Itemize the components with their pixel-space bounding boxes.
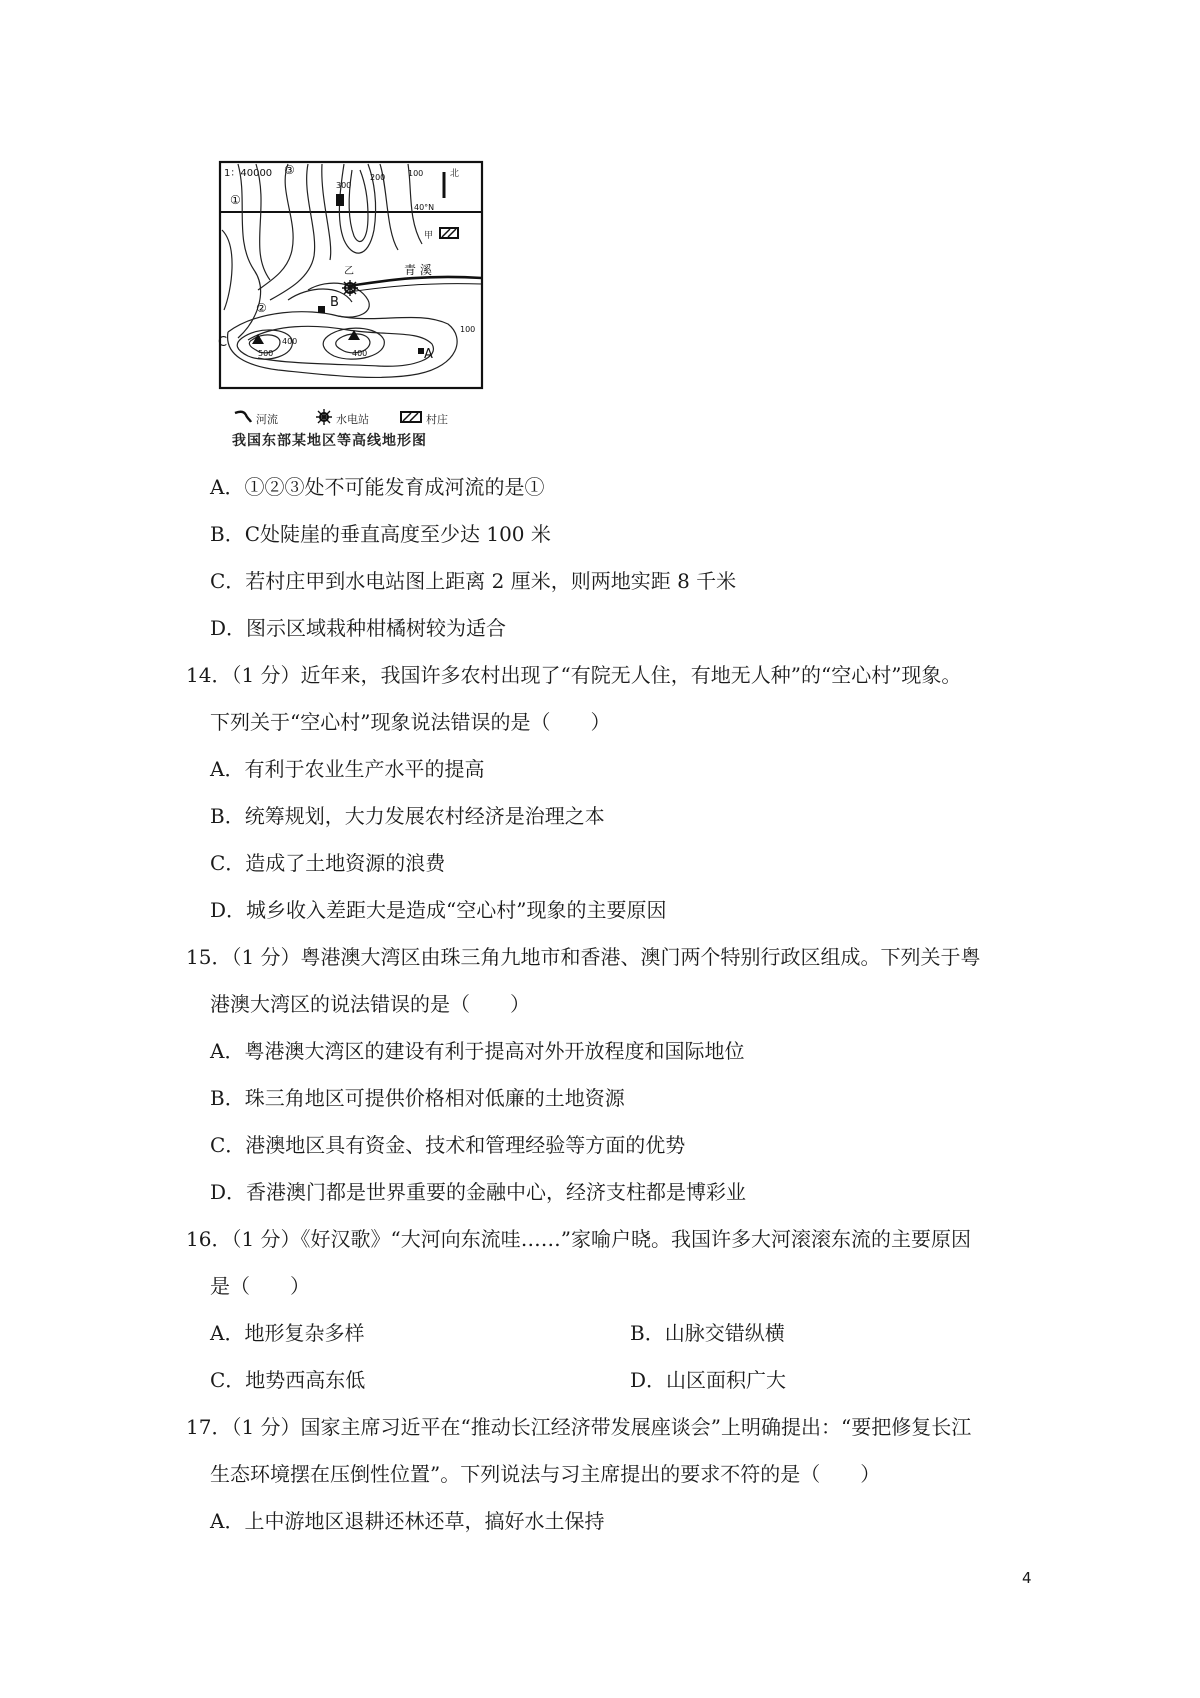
contour-label: 500 [258,349,274,358]
q13-option-b: B．C处陡崖的垂直高度至少达 100 米 [210,522,551,546]
point-b: B [330,295,339,310]
q17-stem-line1: 17．（1 分）国家主席习近平在“推动长江经济带发展座谈会”上明确提出：“要把修复长江 [186,1415,972,1439]
q16-option-c: C．地势西高东低 [210,1368,366,1392]
q15-option-d: D．香港澳门都是世界重要的金融中心，经济支柱都是博彩业 [210,1180,747,1204]
north-label: 北 [450,169,460,179]
contour-label: 200 [370,173,386,182]
q16-option-d: D．山区面积广大 [630,1368,787,1392]
q13-option-a: A．①②③处不可能发育成河流的是① [210,475,545,499]
point-a: A [424,347,433,362]
village-icon [400,411,422,423]
q17-option-a: A．上中游地区退耕还林还草，搞好水土保持 [210,1509,605,1533]
contour-label: 400 [352,349,368,358]
point-1: ① [230,193,241,207]
latitude-label: 40°N [414,203,435,212]
q13-option-d: D．图示区域栽种柑橘树较为适合 [210,616,507,640]
figure-caption: 我国东部某地区等高线地形图 [232,433,427,449]
q15-stem-line2: 港澳大湾区的说法错误的是（ ） [210,992,530,1016]
map-scale: 1：40000 [224,168,273,179]
contour-label: 400 [282,337,298,346]
q14-option-c: C．造成了土地资源的浪费 [210,851,446,875]
q14-stem-line1: 14．（1 分）近年来，我国许多农村出现了“有院无人住，有地无人种”的“空心村”现象。 [186,663,962,687]
village-label: 甲 [424,231,434,241]
page-number: 4 [1022,1569,1032,1587]
map-legend [234,408,504,428]
q14-option-b: B．统筹规划，大力发展农村经济是治理之本 [210,804,605,828]
q15-stem-line1: 15．（1 分）粤港澳大湾区由珠三角九地市和香港、澳门两个特别行政区组成。下列关于粤 [186,945,981,969]
q13-option-c: C．若村庄甲到水电站图上距离 2 厘米，则两地实距 8 千米 [210,569,737,593]
point-3: ③ [284,163,295,177]
station-label: 乙 [344,266,354,277]
contour-map [218,160,514,404]
q16-option-a: A．地形复杂多样 [210,1321,365,1345]
q16-stem-line2: 是（ ） [210,1274,310,1298]
point-2: ② [256,301,267,315]
q14-option-a: A．有利于农业生产水平的提高 [210,757,485,781]
q16-option-b: B．山脉交错纵横 [630,1321,785,1345]
q15-option-c: C．港澳地区具有资金、技术和管理经验等方面的优势 [210,1133,686,1157]
legend-station: 水电站 [336,413,369,426]
contour-label: 100 [460,325,476,334]
contour-label: 100 [408,169,424,178]
q14-option-d: D．城乡收入差距大是造成“空心村”现象的主要原因 [210,898,667,922]
q14-stem-line2: 下列关于“空心村”现象说法错误的是（ ） [210,710,611,734]
contour-map-figure [218,160,514,452]
q17-stem-line2: 生态环境摆在压倒性位置”。下列说法与习主席提出的要求不符的是（ ） [210,1462,881,1486]
legend-village: 村庄 [426,413,448,426]
q16-stem-line1: 16．（1 分）《好汉歌》“大河向东流哇……”家喻户晓。我国许多大河滚滚东流的主要原因 [186,1227,971,1251]
river-name: 青 溪 [404,263,432,277]
hydro-station-icon [316,409,332,425]
legend-river: 河流 [256,413,278,426]
river-legend-icon [234,410,252,424]
contour-label: 300 [336,181,352,190]
q15-option-a: A．粤港澳大湾区的建设有利于提高对外开放程度和国际地位 [210,1039,745,1063]
point-c: C [218,335,228,350]
q15-option-b: B．珠三角地区可提供价格相对低廉的土地资源 [210,1086,625,1110]
hydro-station-marker [342,280,358,296]
